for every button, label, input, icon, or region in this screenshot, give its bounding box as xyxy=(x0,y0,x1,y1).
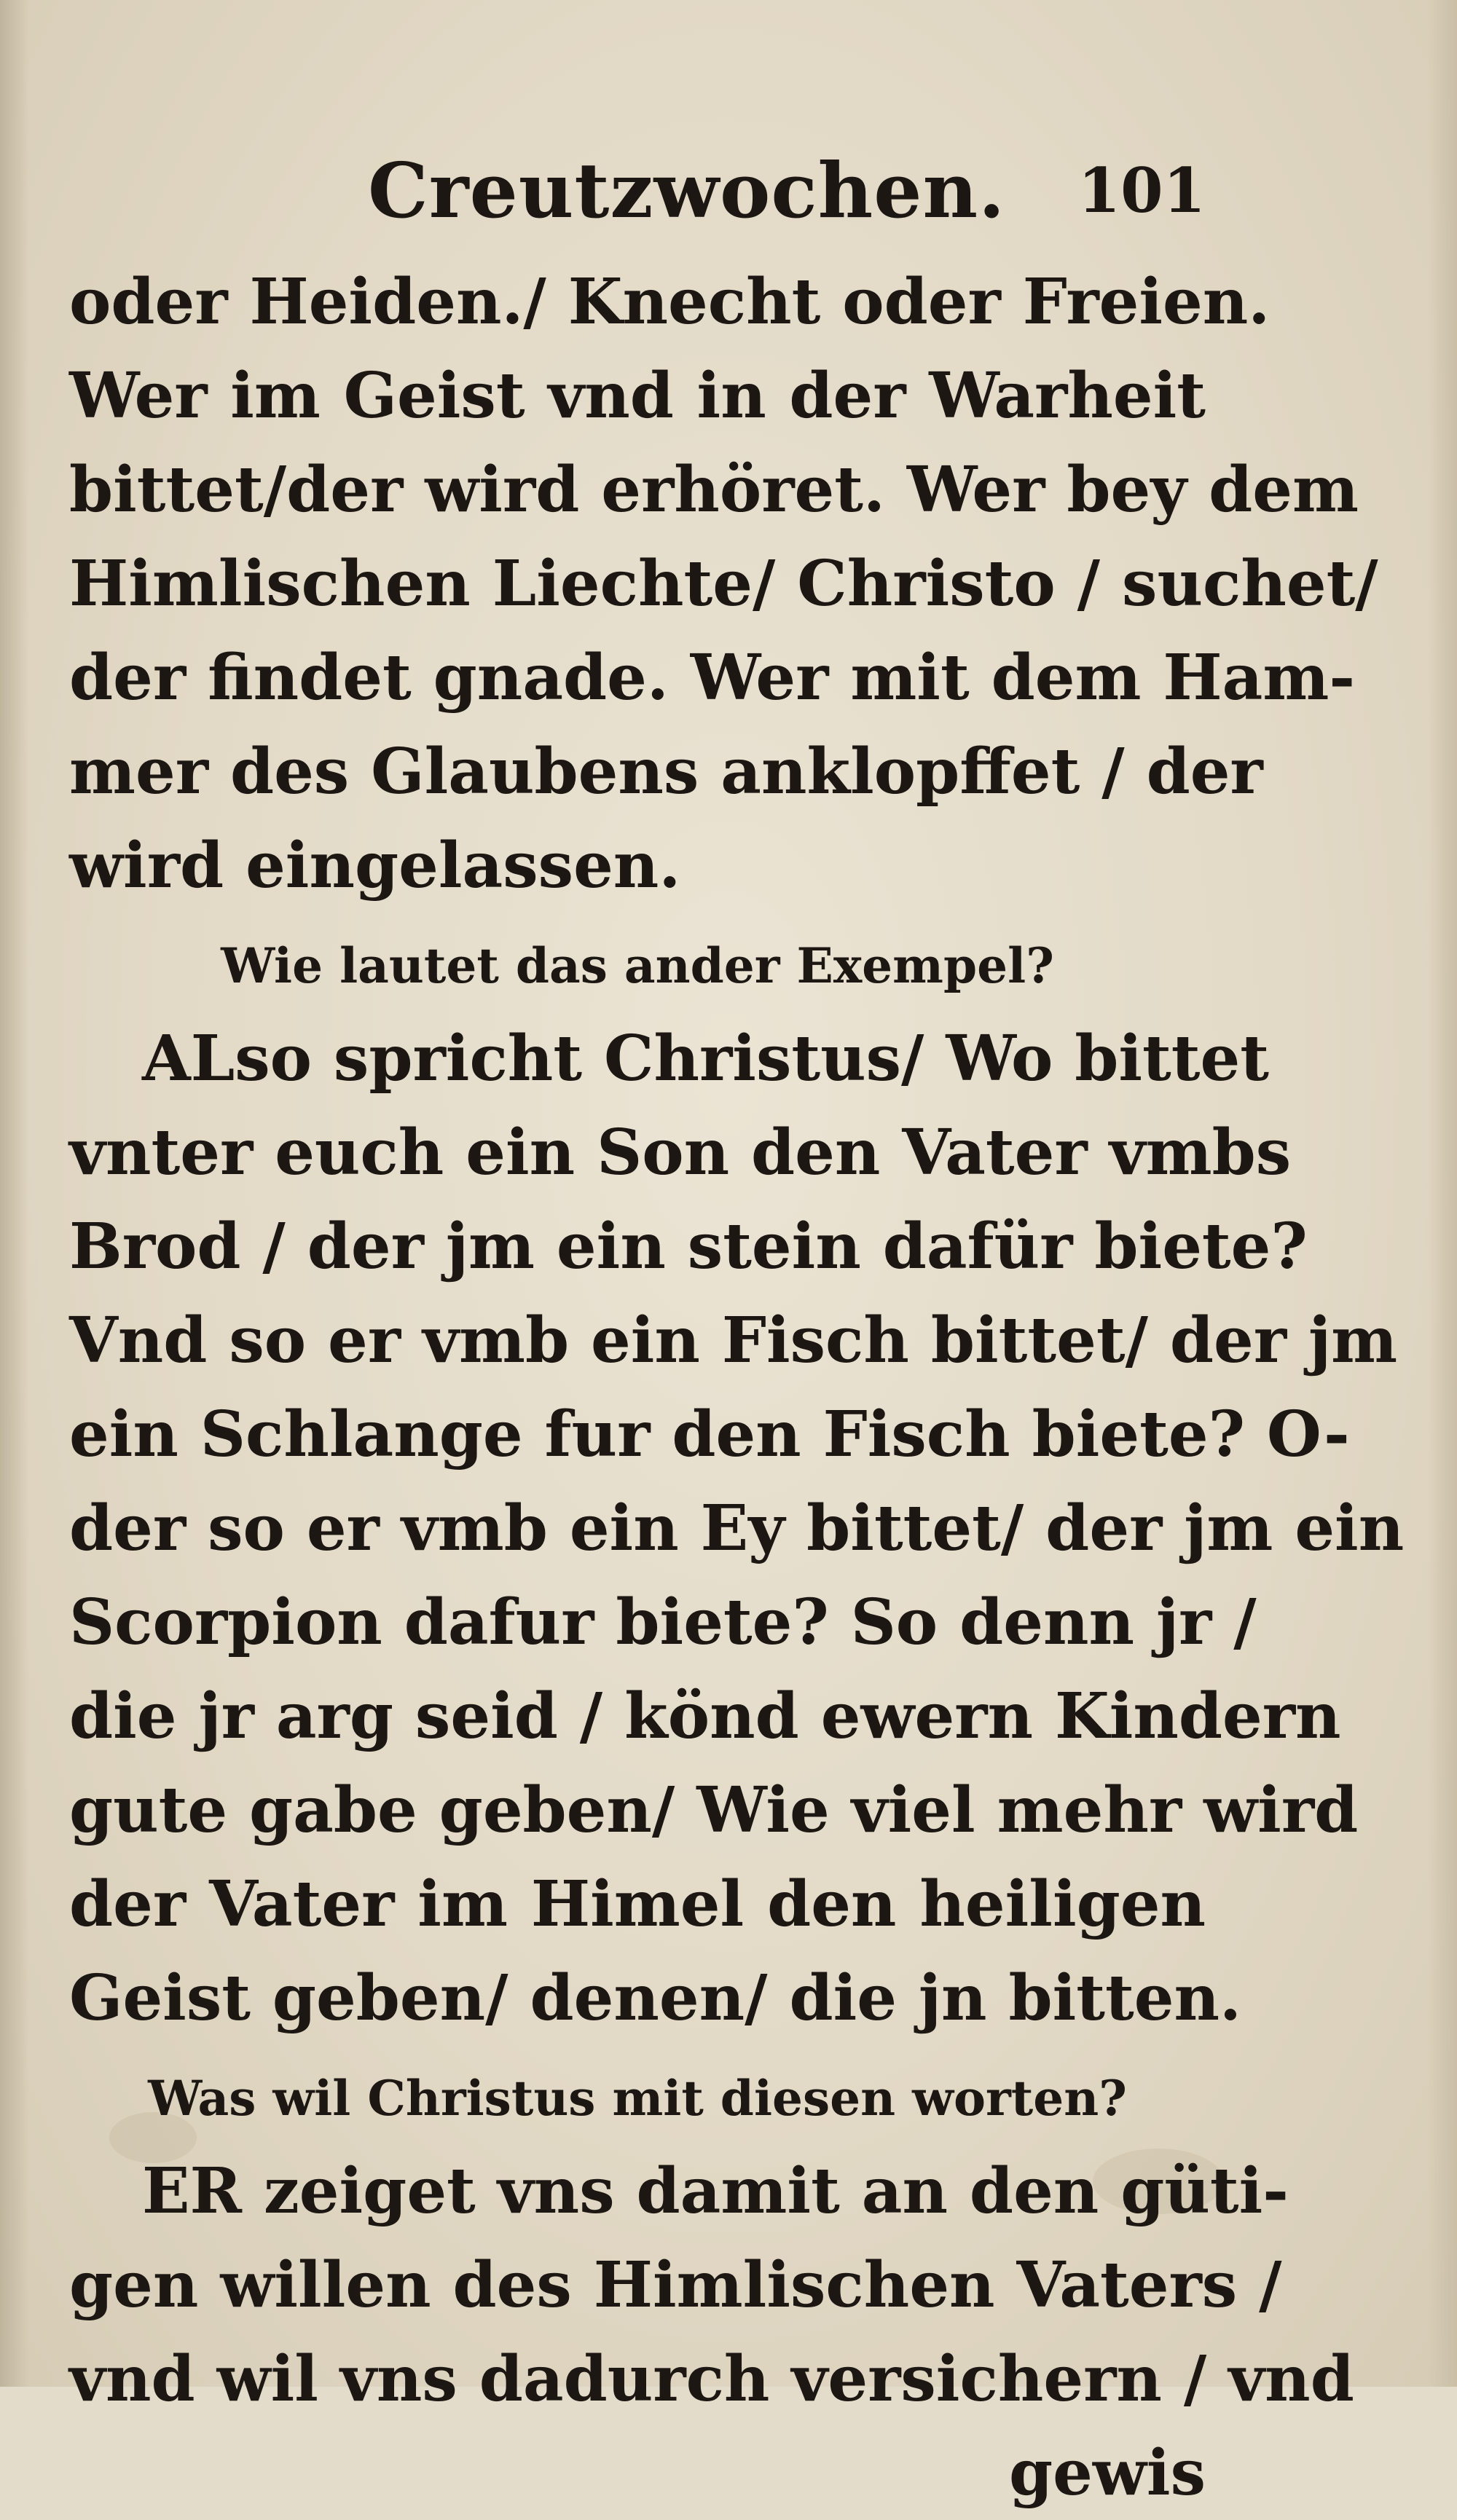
page-number: 101 xyxy=(1077,154,1206,227)
paragraph-2 xyxy=(69,1012,1405,2045)
text-line: vnter euch ein Son den Vater vmbs xyxy=(69,1116,1292,1189)
text-line: der findet gnade. Wer mit dem Ham- xyxy=(69,641,1356,714)
text-block xyxy=(69,146,1405,2520)
paragraph-1 xyxy=(69,255,1378,913)
text-line: der Vater im Himel den heiligen xyxy=(69,1867,1206,1941)
text-line: oder Heiden./ Knecht oder Freien. xyxy=(69,265,1271,339)
text-line: Vnd so er vmb ein Fisch bittet/ der jm xyxy=(69,1304,1398,1377)
text-line: wird eingelassen. xyxy=(69,829,681,902)
text-line: Geist geben/ denen/ die jn bitten. xyxy=(69,1961,1241,2035)
question-heading: Wie lautet das ander Exempel? xyxy=(221,937,1054,994)
question-heading: Was wil Christus mit diesen worten? xyxy=(148,2070,1127,2127)
text-line: Himlischen Liechte/ Christo / suchet/ xyxy=(69,547,1378,621)
page-header xyxy=(69,146,1206,255)
text-line: vnd wil vns dadurch versichern / vnd xyxy=(69,2342,1354,2416)
page-edge-shadow-right xyxy=(1428,0,1457,2387)
catchword: gewis xyxy=(1009,2436,1206,2510)
text-line: die jr arg seid / könd ewern Kindern xyxy=(69,1680,1341,1753)
text-line: Brod / der jm ein stein dafür biete? xyxy=(69,1210,1308,1283)
page-edge-shadow-left xyxy=(0,0,29,2387)
running-head: Creutzwochen. xyxy=(368,146,1006,235)
text-line: Wer im Geist vnd in der Warheit xyxy=(69,359,1206,433)
text-line: ALso spricht Christus/ Wo bittet xyxy=(142,1022,1269,1095)
text-line: Scorpion dafur biete? So denn jr / xyxy=(69,1586,1257,1659)
paragraph-3 xyxy=(69,2144,1354,2520)
text-line: mer des Glaubens anklopffet / der xyxy=(69,735,1263,808)
text-line: ein Schlange fur den Fisch biete? O- xyxy=(69,1398,1350,1471)
text-line: bittet/der wird erhöret. Wer bey dem xyxy=(69,453,1359,527)
text-line: gen willen des Himlischen Vaters / xyxy=(69,2248,1282,2322)
text-line: gute gabe geben/ Wie viel mehr wird xyxy=(69,1773,1359,1847)
text-line: ER zeiget vns damit an den güti- xyxy=(142,2154,1289,2228)
text-line: der so er vmb ein Ey bittet/ der jm ein xyxy=(69,1492,1405,1565)
